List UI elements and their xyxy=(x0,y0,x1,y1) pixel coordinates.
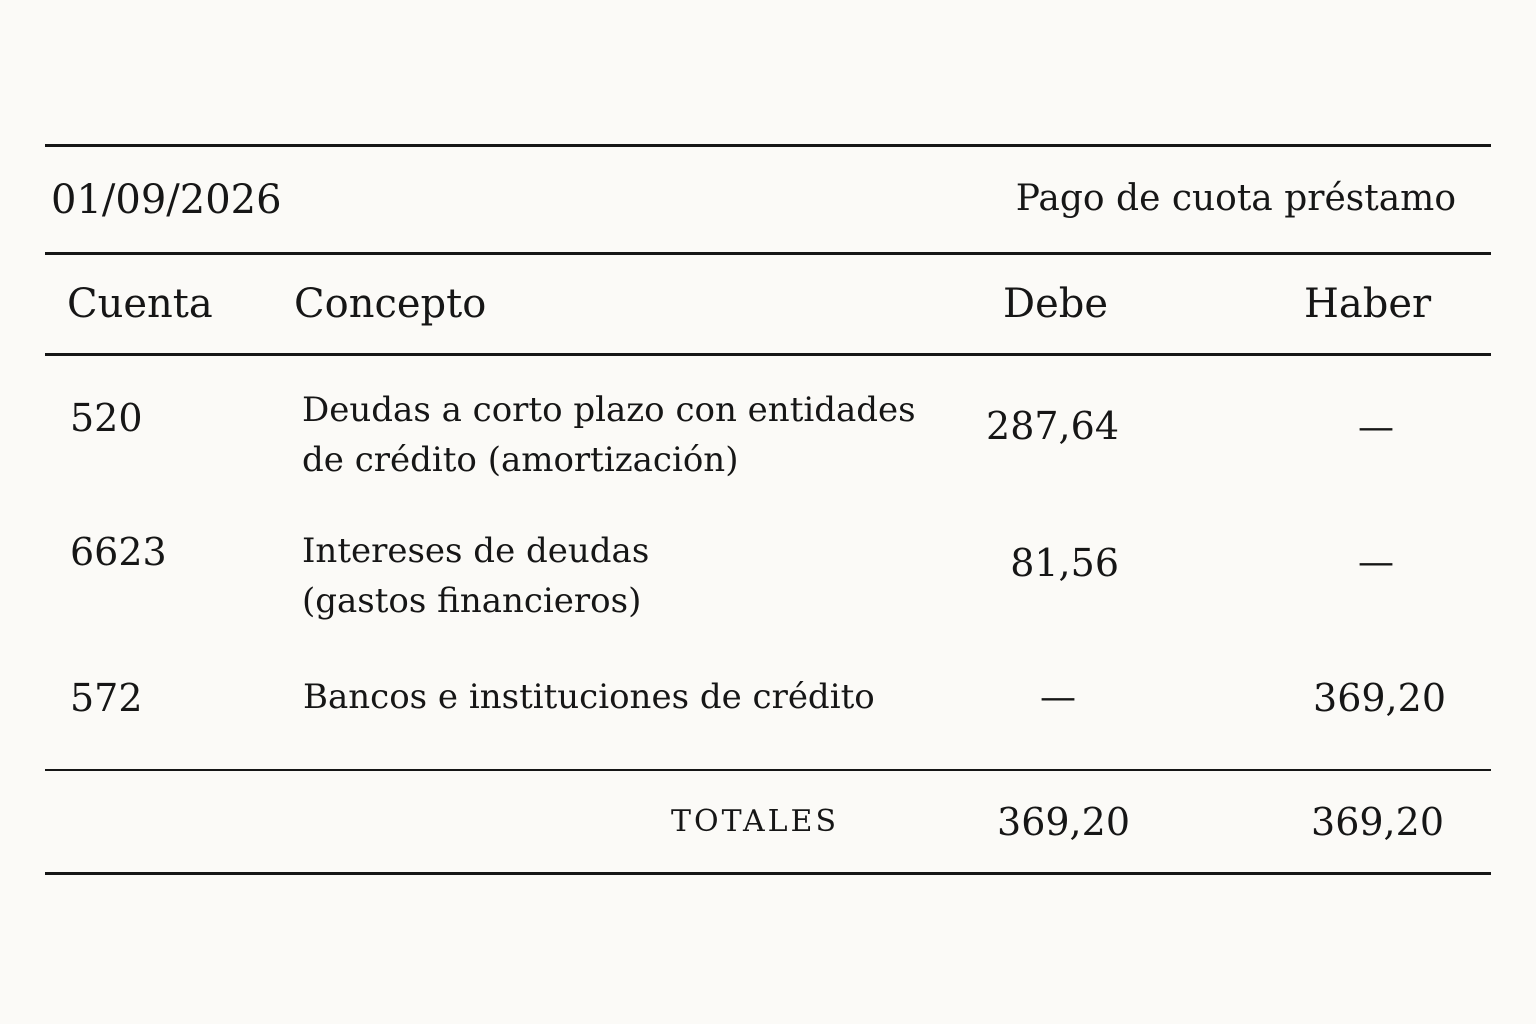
bottom-rule xyxy=(45,872,1491,875)
column-header-account: Cuenta xyxy=(67,281,213,327)
top-rule xyxy=(45,144,1491,147)
column-header-debit: Debe xyxy=(1003,281,1109,327)
header-bottom-rule xyxy=(45,353,1491,356)
row-credit: — xyxy=(1358,542,1394,583)
entry-date: 01/09/2026 xyxy=(51,177,282,223)
row-credit: — xyxy=(1358,407,1394,448)
row-account: 6623 xyxy=(70,530,167,574)
row-concept-line: de crédito (amortización) xyxy=(302,440,739,480)
totals-credit: 369,20 xyxy=(1311,800,1444,844)
row-concept xyxy=(303,672,875,722)
row-account: 520 xyxy=(70,396,143,440)
row-concept xyxy=(302,385,916,485)
column-header-credit: Haber xyxy=(1304,281,1432,327)
totals-top-rule xyxy=(45,769,1491,771)
row-debit: 81,56 xyxy=(1010,541,1119,585)
row-debit: 287,64 xyxy=(986,404,1119,448)
row-debit: — xyxy=(1040,677,1076,718)
row-account: 572 xyxy=(70,676,143,720)
row-concept-line: Bancos e instituciones de crédito xyxy=(303,677,875,717)
entry-description: Pago de cuota préstamo xyxy=(1015,178,1456,219)
header-top-rule xyxy=(45,252,1491,255)
row-concept-line: (gastos financieros) xyxy=(302,581,642,621)
totals-debit: 369,20 xyxy=(997,800,1130,844)
row-concept xyxy=(302,526,649,626)
row-credit: 369,20 xyxy=(1313,676,1446,720)
row-concept-line: Intereses de deudas xyxy=(302,531,650,571)
column-header-concept: Concepto xyxy=(294,281,487,327)
row-concept-line: Deudas a corto plazo con entidades xyxy=(302,390,916,430)
totals-label: TOTALES xyxy=(671,804,840,839)
